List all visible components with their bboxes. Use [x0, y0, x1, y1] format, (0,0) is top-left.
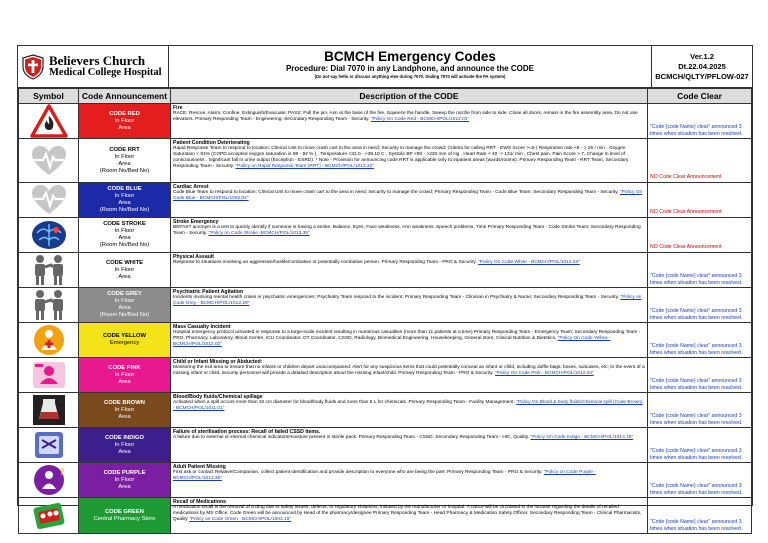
description-body: Hospital emergency protocol activated in response to a large-scale incident resulting in numerous casualties (more than 11 patients at a time) Primary Responding Team - Emergency Team; Secondary Responding Team - PRO, Pharmacy, Laboratory, Blood Centre, ICU Coordinator, OT Coordinator, CSSD, Radiology, Biomedical Engineering, Housekeeping, General store, Clinical Nutrition & Dietetics. [173, 330, 641, 341]
code-clear-cell: "Code {code Name} clear" announced 3 times when situation has been resolved. [648, 323, 752, 358]
description-body: A medication recall is the removal of a drug due to safety issues, defects, or regulatory violations, initiated by the manufacturer or hospital. A notice will be circulated in the intranet regarding the details of recalled medications by MS Office. Code Green will be announced by Head of the pharmacy/designee Primary Responding Team - Head Pharmacy & Medication Safety Officer. Secondary Responding Team - Clinical Pharmacists, Quality [173, 505, 642, 522]
code-clear-cell: NO Code Clear Announcement [648, 218, 752, 253]
description-text [173, 225, 645, 237]
heart-pulse-icon [19, 144, 78, 178]
description-title: Psychiatric Patient Agitation [173, 289, 244, 295]
code-announcement-cell [79, 104, 171, 139]
table-row [19, 498, 752, 534]
doc-id: BCMCH/QLTY/PFLOW-027 [655, 72, 749, 81]
col-desc: Description of the CODE [171, 89, 648, 104]
description-text [173, 470, 645, 482]
svg-text:?: ? [58, 467, 64, 477]
description-text [173, 435, 645, 441]
table-row [19, 393, 752, 428]
code-location: Area [118, 448, 131, 455]
code-location: (Room No/Bed No) [99, 167, 150, 174]
table-row [19, 323, 752, 358]
description-cell [171, 218, 648, 253]
code-name: CODE PINK [108, 364, 141, 371]
symbol-cell [19, 139, 79, 183]
symbol-cell [19, 253, 79, 288]
description-title: Child or Infant Missing or Abducted: [173, 359, 263, 365]
code-location: Area [118, 200, 131, 206]
table-header-row [19, 89, 752, 104]
casualty-icon [19, 323, 78, 357]
shield-cross-icon [22, 54, 44, 80]
code-clear-cell: "Code {code Name} clear" announced 3 times when situation has been resolved. [648, 104, 752, 139]
code-clear-cell: "Code {code Name} clear" announced 3 times when situation has been resolved. [648, 288, 752, 323]
org-name-line2: Medical College Hospital [49, 66, 162, 78]
description-text [173, 190, 645, 202]
symbol-cell [19, 323, 79, 358]
code-location: In Floor [114, 406, 135, 413]
code-location: Area [118, 235, 131, 241]
description-cell [171, 253, 648, 288]
policy-link[interactable]: "Policy On Code Blue - BCMCH/POL/1002.04" [173, 190, 643, 201]
description-cell [171, 393, 648, 428]
policy-link[interactable]: "Policy On Blood & body fluids/Chemical spill (Code Brown) - BCMCH/POL/1011.01" [173, 400, 643, 411]
code-location: (Room No/Bed No) [99, 312, 150, 318]
description-title: Failure of sterilisation process: Recall of failed CSSD items. [173, 429, 321, 435]
description-text [173, 400, 645, 412]
description-body: Response to situations involving an aggressive/hostile/combative or potentially combative person. Primary Responding Team - PRO & Security. [173, 260, 479, 265]
code-clear-cell: "Code {code Name} clear" announced 3 times when situation has been resolved. [648, 463, 752, 498]
description-text [173, 330, 645, 348]
code-location: Emergency [109, 340, 140, 346]
procedure-text: Procedure: Dial 7070 in any Landphone, and announce the CODE [285, 64, 535, 73]
symbol-cell [19, 183, 79, 218]
code-announcement-cell [79, 358, 171, 393]
code-name: CODE RED [109, 110, 140, 117]
description-body: Code Blue Team to respond to location; Clinical Unit to move crash cart to the area in need; Security to manage the crowd; Primary Responding Team - Code Blue Team; Secondary Responding Team - Security. [173, 190, 620, 195]
code-name: CODE STROKE [103, 221, 146, 227]
description-cell [171, 104, 648, 139]
baby-icon [19, 358, 78, 392]
code-location: Area [118, 273, 131, 280]
code-name: CODE BROWN [104, 399, 145, 406]
policy-link[interactable]: "Policy On Code White - BCMCH/POL/1012.03" [478, 260, 580, 265]
description-body: RACE: Rescue, Alarm, Confine, Extinguish/Evacuate; PASS: Pull the pin, Aim at the base of the fire, Squeeze the handle, Sweep the nozzle from side to side. Close all doors, remain in the fire assembly area, Do not use elevators. Primary Responding Team - Engineering; Secondary Responding Team - Security. [173, 111, 638, 122]
symbol-cell [19, 358, 79, 393]
description-cell [171, 463, 648, 498]
table-row [19, 104, 752, 139]
code-announcement-cell [79, 323, 171, 358]
code-location: In Floor [114, 153, 135, 160]
symbol-cell [19, 104, 79, 139]
code-announcement-cell [79, 218, 171, 253]
col-clear: Code Clear [648, 89, 752, 104]
code-location: In Floor [114, 117, 135, 124]
description-body: BEFAST acronym is a test to quickly identify if someone is having a stroke. Balance, Eyes, Face weakness, Arm weakness, Speech problems, Time Primary Responding Team - Code Stroke Team; Secondary Responding Team - Security. [173, 225, 641, 236]
symbol-cell [19, 498, 79, 534]
description-cell [171, 183, 648, 218]
code-clear-cell: "Code {code Name} clear" announced 3 times when situation has been resolved. [648, 498, 752, 534]
hospital-logo [18, 46, 169, 87]
org-name-line1: Believers Church [49, 52, 146, 68]
codes-table-body [19, 104, 752, 534]
code-location: Area [118, 305, 131, 311]
code-name: CODE WHITE [105, 259, 144, 266]
fire-warning-icon [19, 104, 78, 138]
code-clear-cell: "Code {code Name} clear" announced 3 times when situation has been resolved. [648, 253, 752, 288]
policy-link[interactable]: "Policy On Code Pink - BCMCH/POL/1012.04" [494, 371, 594, 376]
code-location: Area [118, 413, 131, 420]
description-text [173, 260, 645, 266]
symbol-cell [19, 463, 79, 498]
description-body: Rapid Response Team to respond to location; Clinical Unit to move crash cart to the area in need; Security to manage the crowd; Criteria for calling RRT - EWS Score >=5 ( Respiration rate <8 - > 25 / min , Oxygen Saturation < 91% (COPD accepted oxygen saturation is 88 - 92 % ) , Temperature <32.0 - >39.10 C , Systolic BP <90 - >220 mm of Hg , Heart Rate < 40 -> 131/ min , Chest pain, Pain Score > 7, Change in level of consciousness , Significant fall in urine output (Exception - ESRD). * Note - Provision for announcing code RRT is applicable only to inpatient areas (wards/rooms). Primary Responding Team - RRT Team, Secondary Responding Team - Security. [173, 146, 629, 169]
code-location: In Floor [114, 476, 135, 483]
table-row [19, 218, 752, 253]
code-name: CODE YELLOW [102, 333, 147, 339]
description-cell [171, 358, 648, 393]
description-title: Mass Casualty Incident [173, 324, 231, 330]
date: Dt.22.04.2025 [678, 62, 726, 71]
code-clear-cell: "Code {code Name} clear" announced 3 times when situation has been resolved. [648, 358, 752, 393]
table-row [19, 428, 752, 463]
description-cell [171, 428, 648, 463]
procedure-note: (Do not say hello or discuss anything else during 7070. Dialing 7070 will activate the PA system) [314, 74, 506, 79]
description-cell [171, 498, 648, 534]
code-announcement-cell [79, 428, 171, 463]
symbol-cell [19, 393, 79, 428]
code-location: (Room No/Bed No) [99, 242, 150, 248]
policy-link[interactable]: "Policy on Code Stroke -BCMCH/POL/1013.35" [208, 231, 310, 236]
version: Ver.1.2 [690, 52, 714, 61]
page-title: BCMCH Emergency Codes [324, 49, 496, 64]
code-location: Area [118, 124, 131, 131]
symbol-cell [19, 218, 79, 253]
emergency-codes-sheet [17, 45, 753, 532]
codes-table [18, 88, 752, 534]
symbol-cell [19, 288, 79, 323]
code-announcement-cell [79, 253, 171, 288]
description-title: Patient Condition Deteriorating [173, 140, 250, 146]
code-location: Area [118, 378, 131, 385]
code-location: In Floor [114, 228, 135, 234]
heart-pulse-icon [19, 183, 78, 217]
description-body: First ask or contact Relative/Companion, collect patient identification and provide description to everyone who are being the part. Primary Responding Team - PRO & Security. [173, 470, 544, 475]
code-announcement-cell [79, 183, 171, 218]
description-text [173, 295, 645, 307]
missing-person-icon [19, 463, 78, 497]
people-assault-icon [19, 288, 78, 322]
description-title: Stroke Emergency [173, 219, 219, 225]
col-symbol: Symbol [19, 89, 79, 104]
description-title: Cardiac Arrest [173, 184, 209, 190]
policy-link[interactable]: "Policy on Rapid Response Team (RRT) - BCMCH/POL/1013.32" [235, 164, 374, 169]
title-block [169, 46, 652, 87]
description-body: A failure due to external or internal chemical indicators/moisture present in sterile pack. Primary Responding Team - CSSD. Secondary Responding Team - HIC, Quality. [173, 435, 531, 440]
code-clear-cell: "Code {code Name} clear" announced 3 times when situation has been resolved. [648, 393, 752, 428]
table-row [19, 253, 752, 288]
code-announcement-cell [79, 139, 171, 183]
sheet-header [18, 46, 752, 88]
brain-icon [19, 218, 78, 252]
description-text [173, 111, 645, 123]
code-name: CODE PURPLE [103, 469, 146, 476]
table-row [19, 463, 752, 498]
code-announcement-cell [79, 393, 171, 428]
description-cell [171, 139, 648, 183]
code-announcement-cell [79, 463, 171, 498]
code-name: CODE GREY [107, 291, 142, 297]
code-location: Area [118, 160, 131, 167]
code-name: CODE GREEN [105, 508, 144, 515]
description-title: Blood/Body fluids/Chemical spillage [173, 394, 263, 400]
code-location: Area [118, 483, 131, 490]
people-assault-icon [19, 253, 78, 287]
code-announcement-cell [79, 288, 171, 323]
table-row [19, 288, 752, 323]
code-name: CODE BLUE [107, 186, 142, 192]
table-row [19, 358, 752, 393]
code-location: In Floor [114, 193, 135, 199]
description-body: Monitoring the exit area to ensure that no infants or children depart unaccompanied. Alert for any suspicious items that could potentially conceal an infant or child, including duffle bags, boxes, suitcases, etc; In the event of a missing infant or child, security personnel will provide a detailed description about the missing infant/child. Primary Responding Team - PRO & Security. [173, 365, 645, 376]
code-clear-cell: NO Code Clear Announcement [648, 183, 752, 218]
description-body: Activated when a spill occurs more than 10 cm diameter for blood/body fluids and more than 5 L for chemicals. Primary Responding Team - Facility Management. [173, 400, 517, 405]
policy-link[interactable]: "Policy On Code Indigo - BCMCH/POL/1013.15" [530, 435, 634, 440]
table-row [19, 183, 752, 218]
code-name: CODE RRT [109, 146, 140, 153]
code-location: Central Pharmacy Store [93, 515, 156, 522]
description-cell [171, 323, 648, 358]
code-location: In Floor [114, 298, 135, 304]
policy-link[interactable]: "Policy on Code Purple - BCMCH/POL/1013.36" [173, 470, 596, 481]
code-clear-cell: "Code {code Name} clear" announced 3 times when situation has been resolved. [648, 428, 752, 463]
col-code: Code Announcement [79, 89, 171, 104]
code-location: In Floor [114, 371, 135, 378]
table-row [19, 139, 752, 183]
chemical-spill-icon [19, 393, 78, 427]
code-announcement-cell [79, 498, 171, 534]
description-title: Physical Assault [173, 254, 215, 260]
description-text [173, 365, 645, 377]
code-location: In Floor [114, 441, 135, 448]
description-title: Adult Patient Missing [173, 464, 226, 470]
description-text [173, 505, 645, 523]
description-title: Recall of Medications [173, 499, 227, 505]
policy-link[interactable]: "Policy On Code Yellow - BCMCH/POL/1012.02" [173, 336, 611, 347]
description-title: Fire [173, 105, 183, 111]
code-location: In Floor [114, 266, 135, 273]
symbol-cell [19, 428, 79, 463]
code-name: CODE INDIGO [105, 434, 144, 441]
description-cell [171, 288, 648, 323]
version-block [652, 46, 752, 87]
policy-link[interactable]: "Policy on Code Green - BCMCH/POL/1003.15" [189, 517, 292, 522]
sterilisation-icon [19, 428, 78, 462]
description-body: Incidents involving mental health crises or psychiatric emergencies; Psychiatry Team respond to the incident. Primary Responding Team - Clinician in Psychiatry & Nurse; Secondary Responding Team - Security. [173, 295, 621, 300]
policy-link[interactable]: "Policy On Code Red - BCMCH/POL/1012.01" [370, 117, 470, 122]
description-text [173, 146, 645, 170]
code-location: (Room No/Bed No) [99, 207, 150, 213]
code-clear-cell: NO Code Clear Announcement [648, 139, 752, 183]
medication-recall-icon [19, 499, 78, 533]
policy-link[interactable]: "Policy on Code Grey - BCMCH/POL/1012.29" [173, 295, 642, 306]
